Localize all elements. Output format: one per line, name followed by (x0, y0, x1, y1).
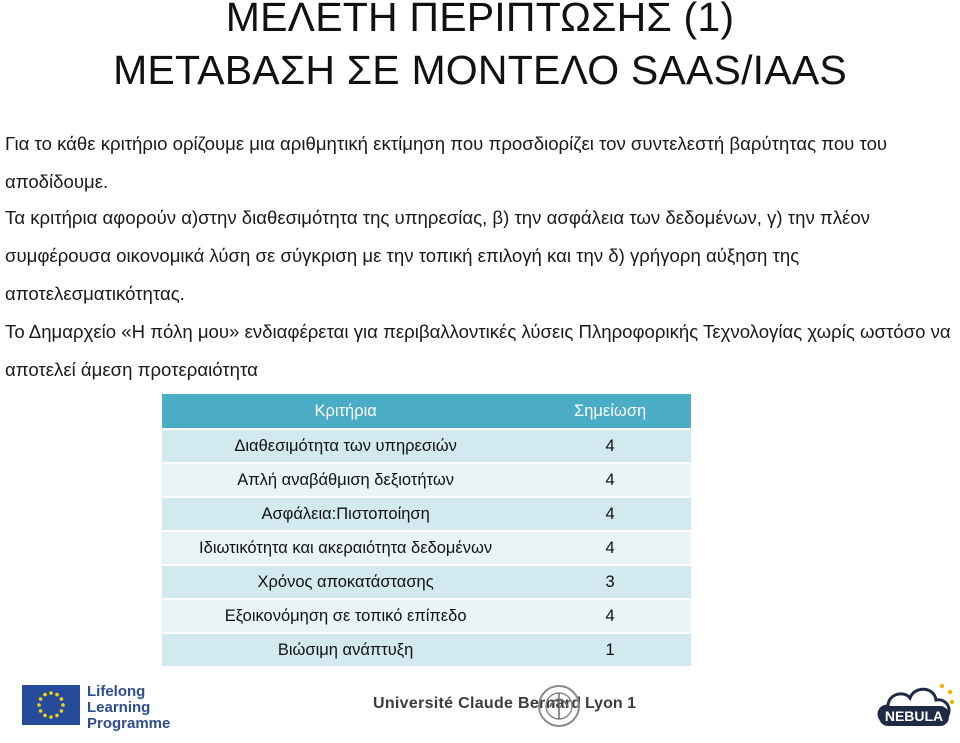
table-row (162, 634, 691, 668)
score-cell: 4 (529, 600, 691, 634)
llp-line: Learning (87, 699, 151, 716)
llp-line: Lifelong (87, 683, 146, 700)
score-cell: 1 (529, 634, 691, 668)
criterion-cell: Εξοικονόμηση σε τοπικό επίπεδο (162, 600, 529, 634)
criterion-cell: Χρόνος αποκατάστασης (162, 566, 529, 600)
criterion-cell: Βιώσιμη ανάπτυξη (162, 634, 529, 668)
table-row (162, 464, 691, 498)
ucbl-name: Université Claude Bernard (373, 695, 582, 712)
table-row (162, 498, 691, 532)
eu-flag-icon (22, 685, 80, 725)
page-title-line-1: ΜΕΛΕΤΗ ΠΕΡΙΠΤΩΣΗΣ (1) (225, 0, 735, 40)
table-row (162, 430, 691, 464)
table-header-row (162, 394, 691, 430)
score-cell: 4 (529, 464, 691, 498)
criterion-cell: Διαθεσιμότητα των υπηρεσιών (162, 430, 529, 464)
llp-line: Programme (87, 715, 171, 732)
table-row (162, 600, 691, 634)
lifelong-learning-logo (87, 684, 170, 732)
score-cell: 4 (529, 430, 691, 464)
paragraph-criteria: Τα κριτήρια αφορούν α)στην διαθεσιμότητα της υπηρεσίας, β) την ασφάλεια των δεδομένων, γ) την πλέον συμφέρουσα οικονομικά λύση σε σύγκριση με την τοπική επιλογή και την δ) γρήγορη αύξηση της αποτελεσματικότητας. (5, 207, 870, 304)
criterion-cell: Ασφάλεια:Πιστοποίηση (162, 498, 529, 532)
criterion-cell: Απλή αναβάθμιση δεξιοτήτων (162, 464, 529, 498)
paragraph-weighting: Για το κάθε κριτήριο ορίζουμε μια αριθμητική εκτίμηση που προσδιορίζει τον συντελεστή βαρύτητας που του αποδίδουμε. (5, 133, 888, 192)
criteria-table (162, 394, 691, 668)
score-cell: 4 (529, 532, 691, 566)
ucbl-city: Lyon 1 (585, 695, 636, 712)
table-row (162, 566, 691, 600)
header-criteria: Κριτήρια (162, 394, 529, 430)
table-row (162, 532, 691, 566)
header-score: Σημείωση (529, 394, 691, 430)
score-cell: 3 (529, 566, 691, 600)
nebula-wordmark: NEBULA (879, 706, 949, 726)
page-title-line-2: ΜΕΤΑΒΑΣΗ ΣΕ ΜΟΝΤΕΛΟ SAAS/IAAS (113, 47, 847, 93)
score-cell: 4 (529, 498, 691, 532)
ucbl-emblem-icon (536, 683, 582, 729)
criterion-cell: Ιδιωτικότητα και ακεραιότητα δεδομένων (162, 532, 529, 566)
paragraph-town-hall: Το Δημαρχείο «Η πόλη μου» ενδιαφέρεται για περιβαλλοντικές λύσεις Πληροφορικής Τεχνολογίας χωρίς ωστόσο να αποτελεί άμεση προτεραιότητα (5, 321, 951, 380)
